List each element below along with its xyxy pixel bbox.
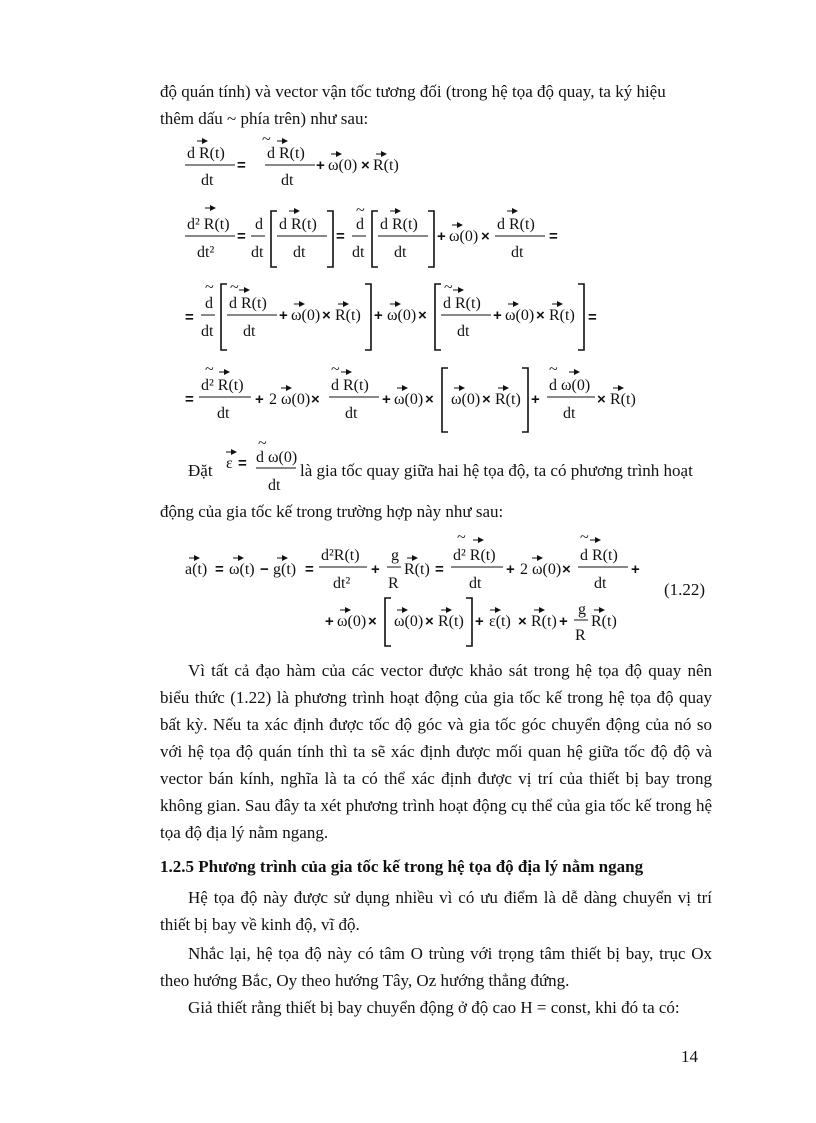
svg-text:dt: dt	[268, 477, 281, 494]
svg-text:2 ω(0): 2 ω(0)	[269, 391, 311, 408]
svg-text:=: =	[588, 309, 597, 326]
svg-text:~: ~	[230, 279, 239, 296]
svg-text:d R(t): d R(t)	[580, 547, 618, 564]
paragraph-4: Giả thiết rằng thiết bị bay chuyển động ở độ cao H = const, khi đó ta có:	[188, 998, 680, 1017]
svg-text:d: d	[356, 216, 364, 233]
svg-text:+: +	[531, 391, 540, 408]
svg-text:=: =	[215, 561, 224, 578]
svg-text:+: +	[382, 391, 391, 408]
intro-line-2: thêm dấu ~ phía trên) như sau:	[160, 109, 369, 128]
svg-text:dt: dt	[251, 244, 264, 261]
svg-text:+: +	[255, 391, 264, 408]
svg-text:d²R(t): d²R(t)	[321, 547, 360, 564]
svg-text:ω(0): ω(0)	[394, 391, 424, 408]
svg-text:ω(0): ω(0)	[291, 307, 321, 324]
svg-text:=: =	[238, 455, 247, 472]
svg-text:ω(0): ω(0)	[328, 157, 358, 174]
svg-text:d: d	[255, 216, 263, 233]
svg-text:ω(0): ω(0)	[505, 307, 535, 324]
paragraph-2: Hệ tọa độ này được sử dụng nhiều vì có ưu điểm là dễ dàng chuyển vị trí thiết bị bay về kinh độ, vĩ độ.	[160, 888, 712, 934]
svg-text:+: +	[475, 613, 484, 630]
svg-text:dt: dt	[201, 323, 214, 340]
epsilon-definition	[222, 435, 300, 498]
intro-line-1: độ quán tính) và vector vận tốc tương đối (trong hệ tọa độ quay, ta ký hiệu	[160, 82, 666, 101]
svg-text:ω(0): ω(0)	[451, 391, 481, 408]
equation-2	[185, 202, 565, 269]
svg-text:dt: dt	[594, 575, 607, 592]
svg-text:d² R(t): d² R(t)	[201, 377, 244, 394]
svg-text:+: +	[506, 561, 515, 578]
svg-text:+: +	[493, 307, 502, 324]
svg-text:dt: dt	[469, 575, 482, 592]
svg-text:ω(0): ω(0)	[449, 228, 479, 245]
svg-text:d R(t): d R(t)	[187, 145, 225, 162]
svg-text:d R(t): d R(t)	[331, 377, 369, 394]
svg-text:dt: dt	[243, 323, 256, 340]
svg-text:dt: dt	[457, 323, 470, 340]
svg-text:×: ×	[482, 391, 491, 408]
svg-text:ε(t): ε(t)	[489, 613, 511, 630]
svg-text:R(t): R(t)	[549, 307, 575, 324]
dat-prefix: Đặt	[188, 461, 213, 480]
svg-text:dt: dt	[345, 405, 358, 422]
svg-text:~: ~	[580, 529, 589, 546]
svg-text:×: ×	[311, 391, 320, 408]
svg-text:~: ~	[549, 361, 558, 378]
svg-text:R(t): R(t)	[495, 391, 521, 408]
svg-text:−: −	[260, 561, 269, 578]
svg-text:=: =	[185, 391, 194, 408]
svg-text:~: ~	[205, 279, 214, 296]
svg-text:~: ~	[258, 435, 267, 452]
svg-text:=: =	[237, 157, 246, 174]
svg-text:d R(t): d R(t)	[380, 216, 418, 233]
svg-text:×: ×	[562, 561, 571, 578]
svg-text:×: ×	[418, 307, 427, 324]
svg-text:×: ×	[425, 613, 434, 630]
equation-label: (1.22)	[664, 580, 706, 599]
svg-text:dt: dt	[352, 244, 365, 261]
svg-text:2 ω(0): 2 ω(0)	[520, 561, 562, 578]
svg-text:×: ×	[481, 228, 490, 245]
svg-text:+: +	[374, 307, 383, 324]
svg-text:dt: dt	[563, 405, 576, 422]
svg-text:+: +	[279, 307, 288, 324]
svg-text:=: =	[549, 228, 558, 245]
svg-text:~: ~	[457, 529, 466, 546]
svg-text:+: +	[437, 228, 446, 245]
svg-text:=: =	[237, 228, 246, 245]
svg-text:d R(t): d R(t)	[279, 216, 317, 233]
equation-4	[185, 362, 645, 436]
svg-text:×: ×	[536, 307, 545, 324]
svg-text:ω(0): ω(0)	[387, 307, 417, 324]
svg-text:+: +	[371, 561, 380, 578]
svg-text:dt: dt	[201, 172, 214, 189]
svg-text:~: ~	[262, 131, 271, 148]
svg-text:d² R(t): d² R(t)	[187, 216, 230, 233]
svg-text:=: =	[336, 228, 345, 245]
svg-text:R(t): R(t)	[404, 561, 430, 578]
svg-text:dt: dt	[394, 244, 407, 261]
svg-text:+: +	[316, 157, 325, 174]
svg-text:×: ×	[518, 613, 527, 630]
svg-text:a(t): a(t)	[185, 561, 208, 578]
svg-text:×: ×	[597, 391, 606, 408]
svg-text:ω(0): ω(0)	[337, 613, 367, 630]
svg-text:R(t): R(t)	[591, 613, 617, 630]
section-heading: 1.2.5 Phương trình của gia tốc kế trong hệ tọa độ địa lý nằm ngang	[160, 857, 644, 876]
svg-text:R: R	[575, 627, 586, 644]
svg-text:g: g	[391, 547, 399, 564]
svg-text:d² R(t): d² R(t)	[453, 547, 496, 564]
equation-1-22	[185, 529, 645, 650]
svg-text:ε: ε	[226, 455, 233, 472]
svg-text:g: g	[578, 601, 586, 618]
paragraph-1: Vì tất cả đạo hàm của các vector được khảo sát trong hệ tọa độ quay nên biểu thức (1.22) là phương trình hoạt động của gia tốc kế trong hệ tọa độ quay bất kỳ. Nếu ta xác định được tốc độ góc và gia tốc góc chuyển động của nó so với hệ tọa độ quán tính thì ta sẽ xác định được mối quan hệ giữa tốc độ độ và vector bán kính, nghĩa là ta có thể xác định được vị trí của thiết bị bay trong không gian. Sau đây ta xét phương trình hoạt động cụ thể của gia tốc kế trong hệ tọa độ địa lý nằm ngang.	[160, 661, 712, 842]
dat-line-2: động của gia tốc kế trong trường hợp này như sau:	[160, 502, 504, 521]
svg-text:dt: dt	[281, 172, 294, 189]
svg-text:R(t): R(t)	[335, 307, 361, 324]
svg-text:×: ×	[368, 613, 377, 630]
equation-3	[185, 278, 615, 352]
svg-text:dt: dt	[511, 244, 524, 261]
svg-text:d ω(0): d ω(0)	[549, 377, 591, 394]
svg-text:×: ×	[322, 307, 331, 324]
svg-text:R(t): R(t)	[373, 157, 399, 174]
svg-text:R(t): R(t)	[610, 391, 636, 408]
svg-text:dt²: dt²	[333, 575, 351, 592]
svg-text:+: +	[631, 561, 640, 578]
svg-text:d R(t): d R(t)	[497, 216, 535, 233]
svg-text:d R(t): d R(t)	[267, 145, 305, 162]
svg-text:dt: dt	[293, 244, 306, 261]
svg-text:d R(t): d R(t)	[443, 295, 481, 312]
svg-text:d: d	[205, 295, 213, 312]
svg-text:~: ~	[356, 202, 365, 219]
equation-1	[185, 131, 425, 192]
svg-text:ω(0): ω(0)	[394, 613, 424, 630]
svg-text:+: +	[559, 613, 568, 630]
svg-text:+: +	[325, 613, 334, 630]
svg-text:dt: dt	[217, 405, 230, 422]
svg-text:×: ×	[361, 157, 370, 174]
svg-text:~: ~	[444, 279, 453, 296]
svg-text:ω(t): ω(t)	[229, 561, 255, 578]
svg-text:~: ~	[205, 361, 214, 378]
svg-text:d R(t): d R(t)	[229, 295, 267, 312]
svg-text:×: ×	[425, 391, 434, 408]
svg-text:R: R	[388, 575, 399, 592]
svg-text:R(t): R(t)	[531, 613, 557, 630]
svg-text:d ω(0): d ω(0)	[256, 449, 298, 466]
page-number: 14	[681, 1047, 698, 1066]
svg-text:~: ~	[331, 361, 340, 378]
svg-text:=: =	[185, 309, 194, 326]
svg-text:R(t): R(t)	[438, 613, 464, 630]
svg-text:=: =	[435, 561, 444, 578]
svg-text:dt²: dt²	[197, 244, 215, 261]
svg-text:g(t): g(t)	[273, 561, 297, 578]
dat-rest: là gia tốc quay giữa hai hệ tọa độ, ta có phương trình hoạt	[300, 461, 693, 480]
paragraph-3: Nhắc lại, hệ tọa độ này có tâm O trùng với trọng tâm thiết bị bay, trục Ox theo hướng Bắc, Oy theo hướng Tây, Oz hướng thẳng đứng.	[160, 944, 712, 990]
svg-text:=: =	[305, 561, 314, 578]
